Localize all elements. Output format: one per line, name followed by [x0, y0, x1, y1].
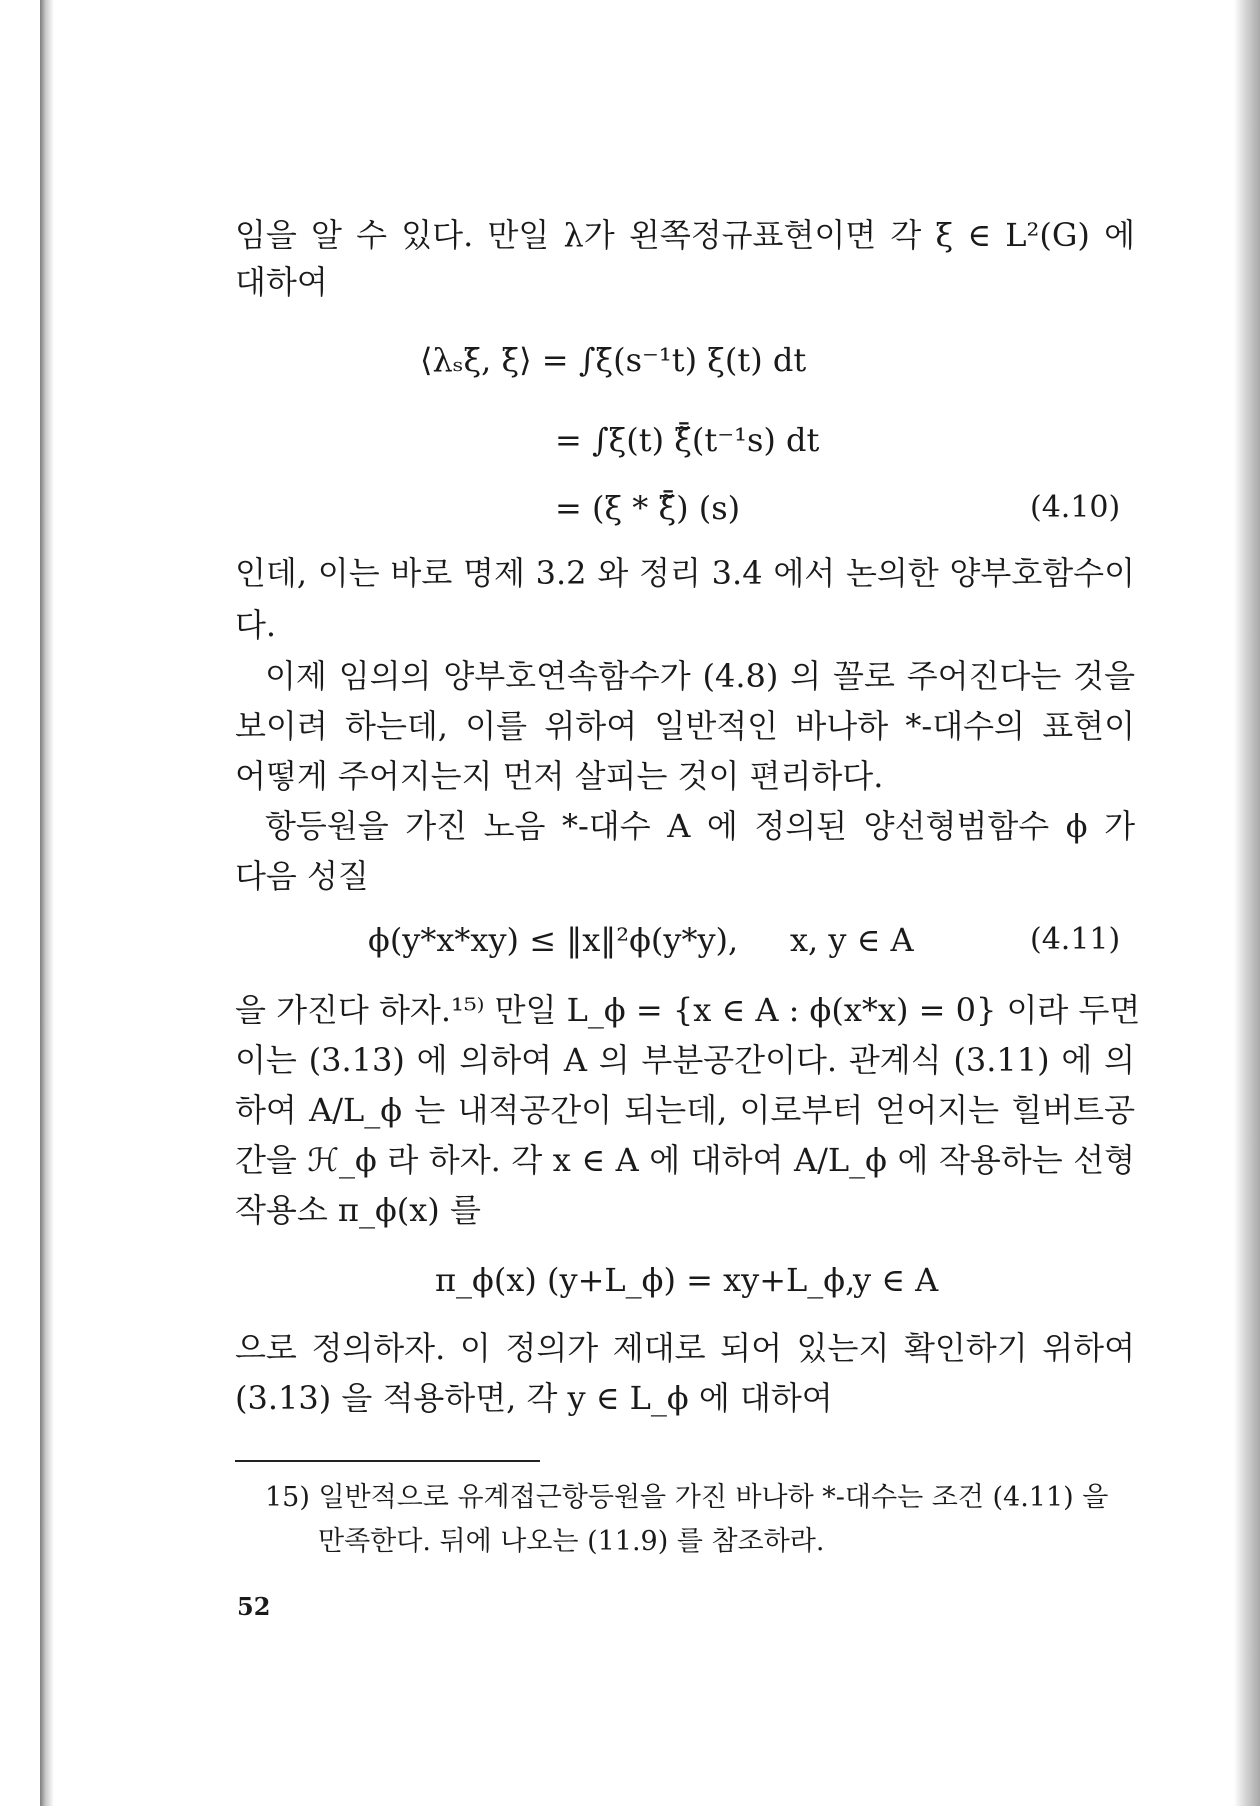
text-line: 인데, 이는 바로 명제 3.2 와 정리 3.4 에서 논의한 양부호함수이	[235, 554, 1135, 592]
text-line: 대하여	[235, 263, 328, 301]
text-line: 다음 성질	[235, 857, 369, 895]
text-line: 보이려 하는데, 이를 위하여 일반적인 바나하 *-대수의 표현이	[235, 707, 1135, 745]
text-line: 작용소 π_ϕ(x) 를	[235, 1191, 481, 1229]
book-spine-edge	[40, 0, 54, 1806]
text-line: (3.13) 을 적용하면, 각 y ∈ L_ϕ 에 대하여	[235, 1379, 833, 1417]
text-line: 이는 (3.13) 에 의하여 A 의 부분공간이다. 관계식 (3.11) 에 의	[235, 1041, 1135, 1079]
footnote-line: 15) 일반적으로 유계접근항등원을 가진 바나하 *-대수는 조건 (4.11) 을	[265, 1482, 1109, 1513]
equation-number: (4.10)	[1030, 490, 1121, 525]
text-line: 임을 알 수 있다. 만일 λ가 왼쪽정규표현이면 각 ξ ∈ L²(G) 에	[235, 216, 1135, 254]
equation-condition: y ∈ A	[853, 1261, 939, 1299]
equation-line-2: = ∫ξ(t) ξ̃̄(t⁻¹s) dt	[555, 421, 820, 459]
text-line: 어떻게 주어지는지 먼저 살피는 것이 편리하다.	[235, 757, 884, 795]
equation-4-11: ϕ(y*x*xy) ≤ ‖x‖²ϕ(y*y),	[368, 921, 739, 959]
equation-condition: x, y ∈ A	[790, 921, 914, 959]
text-line: 간을 ℋ_ϕ 라 하자. 각 x ∈ A 에 대하여 A/L_ϕ 에 작용하는 선형	[235, 1141, 1135, 1179]
equation-line-1: ⟨λₛξ̄, ξ̄⟩ = ∫ξ̄(s⁻¹t) ξ(t) dt	[420, 341, 807, 379]
footnote-divider	[235, 1460, 540, 1462]
text-line: 이제 임의의 양부호연속함수가 (4.8) 의 꼴로 주어진다는 것을	[265, 657, 1135, 695]
equation-representation: π_ϕ(x) (y+L_ϕ) = xy+L_ϕ,	[435, 1261, 856, 1299]
footnote-line: 만족한다. 뒤에 나오는 (11.9) 를 참조하라.	[318, 1526, 825, 1557]
text-line: 을 가진다 하자.¹⁵⁾ 만일 L_ϕ = {x ∈ A : ϕ(x*x) = 0} 이라 두면	[235, 991, 1141, 1029]
page-number: 52	[237, 1592, 271, 1621]
equation-line-3: = (ξ * ξ̃̄) (s)	[555, 489, 741, 527]
text-line: 항등원을 가진 노음 *-대수 A 에 정의된 양선형범함수 ϕ 가	[265, 807, 1135, 845]
text-line: 으로 정의하자. 이 정의가 제대로 되어 있는지 확인하기 위하여	[235, 1329, 1135, 1367]
text-line: 하여 A/L_ϕ 는 내적공간이 되는데, 이로부터 얻어지는 힐버트공	[235, 1091, 1135, 1129]
text-line: 다.	[235, 606, 277, 644]
equation-number: (4.11)	[1030, 922, 1121, 957]
page-stack-edge	[1234, 0, 1260, 1806]
